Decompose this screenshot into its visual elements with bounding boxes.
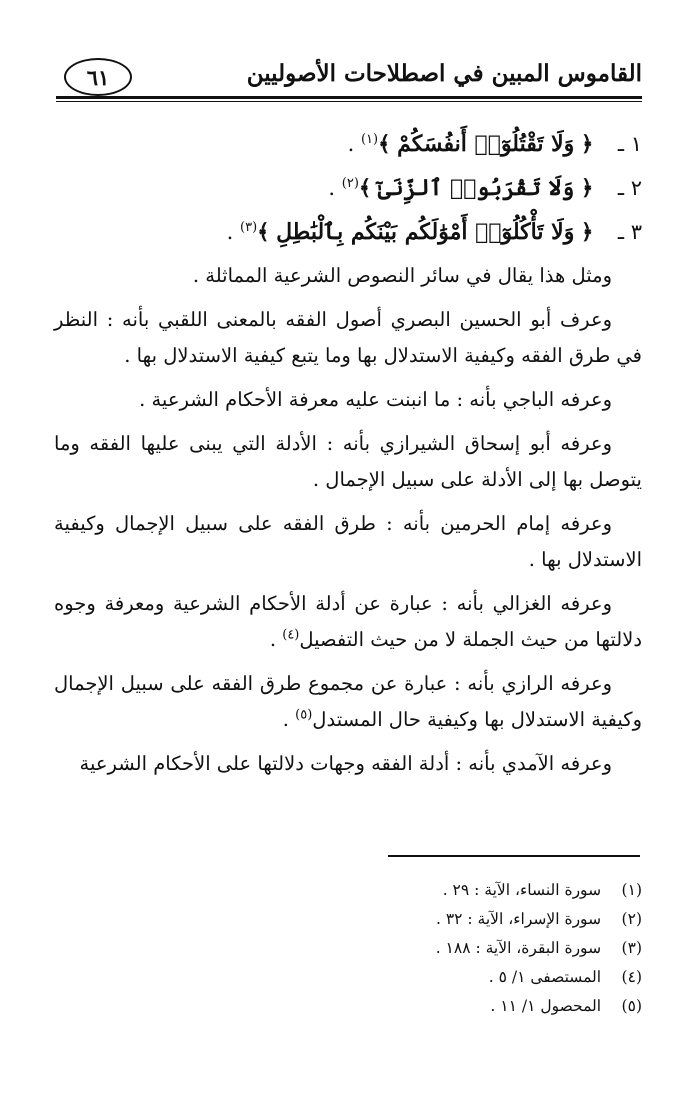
footnote-number: (١) [621,881,642,899]
page-number: ٦١ [64,58,132,96]
verse-text: وَلَا تَأْكُلُوٓا۟ أَمْوَٰلَكُم بَيْنَكُم بِٱلْبَٰطِلِ [276,219,575,245]
paragraph: ومثل هذا يقال في سائر النصوص الشرعية المماثلة . [192,264,612,287]
paragraph-text: وعرفه الغزالي بأنه : عبارة عن أدلة الأحكام الشرعية ومعرفة وجوه دلالتها من حيث الجملة لا من حيث التفصيل [54,592,642,651]
paragraph: وعرفه إمام الحرمين بأنه : طرق الفقه على سبيل الإجمال وكيفية الاستدلال بها . [54,512,642,571]
main-text [54,126,642,790]
verse-number: ٣ ـ [617,220,642,244]
footnote-ref: (١) [360,132,379,147]
footnote-item [300,876,642,905]
footnote-item [300,905,642,934]
footnotes [300,876,642,1021]
footnote-item [300,963,642,992]
footnote-ref: (٢) [341,176,359,191]
footnote-number: (٢) [621,910,642,928]
paragraph-ghazali [54,586,642,658]
verse-text: وَلَا تَقْتُلُوٓا۟ أَنفُسَكُمْ [397,131,575,157]
running-header [56,58,642,102]
paragraph-end: . [269,628,283,651]
footnote-ref: (٤) [282,627,300,643]
footnote-separator [388,855,640,857]
footnote-item [300,992,642,1021]
paragraph-end: . [282,708,296,731]
paragraph-razi [54,666,642,738]
footnote-text: المحصول ١/ ١١ . [490,997,602,1015]
footnote-text: المستصفى ١/ ٥ . [488,968,602,986]
verse-item: ٢ ـ ﴿ وَلَا تَقْرَبُوا۟ ٱلزِّنَىٰٓ ﴾$^{(٢)}$ . [54,170,642,206]
footnote-number: (٤) [621,968,642,986]
header-title: القاموس المبين في اصطلاحات الأصوليين [246,60,642,87]
header-rule-thin [56,101,642,102]
paragraph: وعرف أبو الحسين البصري أصول الفقه بالمعنى اللقبي بأنه : النظر في طرق الفقه وكيفية الاستدلال بها وما يتبع كيفية الاستدلال بها . [54,308,642,367]
verse-item: ١ ـ ﴿ وَلَا تَقْتُلُوٓا۟ أَنفُسَكُمْ ﴾$^{(١)}$ . [54,126,642,162]
footnote-item [300,934,642,963]
header-rule [56,96,642,99]
verse-number: ١ ـ [617,132,642,156]
footnote-text: سورة البقرة، الآية : ١٨٨ . [435,939,602,957]
verse-number: ٢ ـ [617,176,642,200]
footnote-text: سورة النساء، الآية : ٢٩ . [442,881,602,899]
verse-text: وَلَا تَقْرَبُوا۟ ٱلزِّنَىٰٓ [377,175,575,201]
paragraph: وعرفه الباجي بأنه : ما انبنت عليه معرفة الأحكام الشرعية . [139,388,612,411]
paragraph-text: وعرفه الرازي بأنه : عبارة عن مجموع طرق الفقه على سبيل الإجمال وكيفية الاستدلال بها وكيفية حال المستدل [54,672,642,731]
footnote-ref: (٣) [240,220,258,235]
footnote-ref: (٥) [295,707,313,723]
footnote-number: (٣) [621,939,642,957]
footnote-number: (٥) [621,997,642,1015]
paragraph: وعرفه الآمدي بأنه : أدلة الفقه وجهات دلالتها على الأحكام الشرعية [79,752,612,775]
footnote-text: سورة الإسراء، الآية : ٣٢ . [435,910,602,928]
verse-item: ٣ ـ ﴿ وَلَا تَأْكُلُوٓا۟ أَمْوَٰلَكُم بَيْنَكُم بِٱلْبَٰطِلِ ﴾$^{(٣)}$ . [54,214,642,250]
paragraph: وعرفه أبو إسحاق الشيرازي بأنه : الأدلة التي يبنى عليها الفقه وما يتوصل بها إلى الأدلة على سبيل الإجمال . [54,432,642,491]
